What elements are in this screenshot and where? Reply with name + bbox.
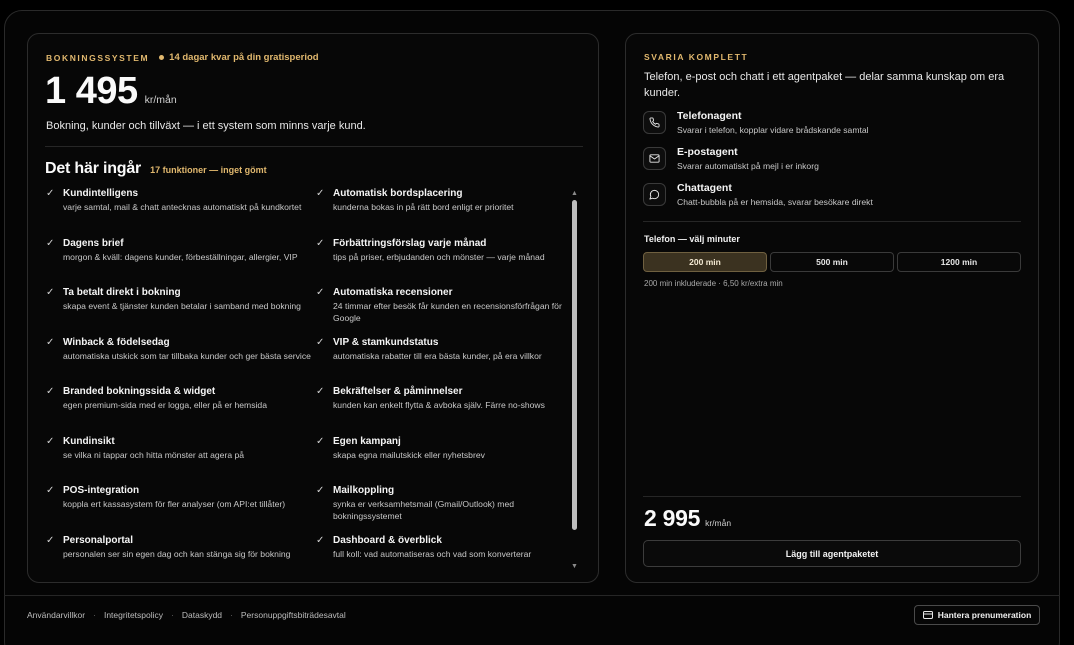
feature-description: full koll: vad automatiseras och vad som konverterar xyxy=(333,548,532,559)
agent-title: Chattagent xyxy=(677,182,732,194)
feature-text xyxy=(333,337,576,387)
trial-badge xyxy=(159,52,318,63)
feature-item xyxy=(46,436,316,486)
feature-title: Automatiska recensioner xyxy=(333,287,453,298)
agent-title: E-postagent xyxy=(677,146,738,158)
feature-item xyxy=(46,337,316,387)
footer-divider xyxy=(4,595,1060,596)
feature-description: varje samtal, mail & chatt antecknas automatiskt på kundkortet xyxy=(63,202,302,212)
feature-title: Förbättringsförslag varje månad xyxy=(333,237,487,249)
feature-description: tips på priser, erbjudanden och mönster — varje månad xyxy=(333,251,545,262)
scroll-up-icon[interactable]: ▲ xyxy=(571,190,578,197)
check-icon: ✓ xyxy=(316,485,325,496)
booking-price xyxy=(45,70,177,113)
feature-item xyxy=(316,337,576,387)
feature-title: Dashboard & överblick xyxy=(333,534,442,546)
check-icon: ✓ xyxy=(316,435,325,447)
agent-price-amount: 2 995 xyxy=(644,505,701,531)
footer-link[interactable]: Personuppgiftsbiträdesavtal xyxy=(240,610,346,620)
feature-title: Automatisk bordsplacering xyxy=(333,188,463,199)
feature-title: Mailkoppling xyxy=(333,485,395,496)
phone-minutes-label: Telefon — välj minuter xyxy=(644,234,740,244)
agent-price-unit: kr/mån xyxy=(705,518,732,528)
feature-item xyxy=(46,386,316,436)
feature-description: synka er verksamhetsmail (Gmail/Outlook) med bokningssystemet xyxy=(333,499,514,522)
feature-text xyxy=(333,535,576,585)
check-icon: ✓ xyxy=(46,485,55,496)
agent-eyebrow: SVARIA KOMPLETT xyxy=(644,52,749,62)
agent-description: Chatt-bubbla på er hemsida, svarar besökare direkt xyxy=(677,197,873,207)
feature-item xyxy=(316,287,576,337)
feature-description: skapa egna mailutskick eller nyhetsbrev xyxy=(333,449,485,460)
feature-title: Dagens brief xyxy=(63,237,124,249)
agent-package-card xyxy=(625,33,1039,583)
feature-description: automatiska utskick som tar tillbaka kunder och ger bästa service xyxy=(63,350,311,361)
add-agent-package-button[interactable]: Lägg till agentpaketet xyxy=(643,540,1021,567)
minutes-note: 200 min inkluderade · 6,50 kr/extra min xyxy=(644,279,783,288)
divider xyxy=(643,496,1021,497)
footer-links xyxy=(27,610,346,620)
feature-description: skapa event & tjänster kunden betalar i samband med bokning xyxy=(63,301,301,311)
check-icon: ✓ xyxy=(316,237,325,249)
agent-item xyxy=(643,146,873,182)
check-icon: ✓ xyxy=(316,188,325,199)
includes-count: 17 funktioner — inget gömt xyxy=(150,165,267,175)
feature-text xyxy=(333,287,576,337)
feature-title: Personalportal xyxy=(63,534,134,546)
agent-list xyxy=(643,110,873,218)
footer-link[interactable]: Integritetspolicy xyxy=(103,610,164,620)
agent-item xyxy=(643,110,873,146)
manage-subscription-button[interactable] xyxy=(914,605,1040,625)
booking-tagline: Bokning, kunder och tillväxt — i ett system som minns varje kund. xyxy=(46,120,366,132)
scroll-thumb[interactable] xyxy=(572,200,577,530)
agent-title: Telefonagent xyxy=(677,110,742,122)
feature-title: Kundinsikt xyxy=(63,435,115,447)
manage-subscription-label: Hantera prenumeration xyxy=(937,610,1032,620)
feature-item xyxy=(316,485,576,535)
feature-item xyxy=(316,535,576,585)
feature-description: automatiska rabatter till era bästa kunder, på era villkor xyxy=(333,350,542,361)
agent-total-price xyxy=(644,505,731,532)
agent-text xyxy=(677,182,873,208)
mail-icon xyxy=(643,147,666,170)
feature-text xyxy=(333,238,576,288)
feature-description: kunderna bokas in på rätt bord enligt er prioritet xyxy=(333,202,514,212)
feature-description: morgon & kväll: dagens kunder, förbeställningar, allergier, VIP xyxy=(63,251,298,262)
check-icon: ✓ xyxy=(316,287,325,298)
feature-text xyxy=(333,188,576,238)
feature-title: Winback & födelsedag xyxy=(63,336,170,348)
plan-name: BOKNINGSSYSTEM xyxy=(46,52,150,63)
footer-link[interactable]: Användarvillkor xyxy=(27,610,86,620)
feature-title: POS-integration xyxy=(63,485,140,496)
feature-scrollbar[interactable] xyxy=(571,190,578,570)
booking-eyebrow xyxy=(46,52,319,63)
trial-dot-icon xyxy=(159,55,164,60)
feature-item xyxy=(46,287,316,337)
minutes-option[interactable]: 500 min xyxy=(770,252,894,272)
feature-text xyxy=(63,337,316,387)
check-icon: ✓ xyxy=(316,336,325,348)
check-icon: ✓ xyxy=(46,287,55,298)
feature-description: kunden kan enkelt flytta & avboka själv. Färre no-shows xyxy=(333,400,545,410)
scroll-down-icon[interactable]: ▼ xyxy=(571,563,578,570)
feature-text xyxy=(63,238,316,288)
feature-title: Bekräftelser & påminnelser xyxy=(333,386,463,397)
feature-item xyxy=(316,386,576,436)
link-separator: · xyxy=(230,610,233,620)
feature-description: egen premium-sida med er logga, eller på er hemsida xyxy=(63,400,267,410)
feature-item xyxy=(316,238,576,288)
check-icon: ✓ xyxy=(46,435,55,447)
agent-text xyxy=(677,110,869,136)
feature-title: Egen kampanj xyxy=(333,435,401,447)
agent-description: Telefon, e-post och chatt i ett agentpaket — delar samma kunskap om era kunder. xyxy=(644,71,1005,99)
chat-icon xyxy=(643,183,666,206)
includes-header xyxy=(45,160,267,178)
check-icon: ✓ xyxy=(316,386,325,397)
feature-title: Kundintelligens xyxy=(63,188,138,199)
check-icon: ✓ xyxy=(46,336,55,348)
check-icon: ✓ xyxy=(46,237,55,249)
feature-item xyxy=(46,535,316,585)
agent-item xyxy=(643,182,873,218)
feature-item xyxy=(46,485,316,535)
feature-text xyxy=(63,188,316,238)
feature-title: VIP & stamkundstatus xyxy=(333,336,439,348)
booking-plan-card xyxy=(27,33,599,583)
includes-title: Det här ingår xyxy=(45,160,142,177)
feature-text xyxy=(63,287,316,337)
link-separator: · xyxy=(93,610,96,620)
feature-text xyxy=(63,535,316,585)
feature-list xyxy=(46,188,576,584)
agent-text xyxy=(677,146,819,172)
feature-text xyxy=(333,386,576,436)
feature-text xyxy=(63,436,316,486)
feature-description: personalen ser sin egen dag och kan stänga sig för bokning xyxy=(63,548,291,559)
check-icon: ✓ xyxy=(46,386,55,397)
feature-text xyxy=(63,485,316,535)
feature-item xyxy=(46,188,316,238)
minutes-selector xyxy=(643,252,1021,272)
phone-icon xyxy=(643,111,666,134)
footer-link[interactable]: Dataskydd xyxy=(181,610,223,620)
divider xyxy=(643,221,1021,222)
minutes-option[interactable]: 1200 min xyxy=(897,252,1021,272)
link-separator: · xyxy=(171,610,174,620)
check-icon: ✓ xyxy=(316,534,325,546)
feature-title: Ta betalt direkt i bokning xyxy=(63,287,181,298)
feature-item xyxy=(316,188,576,238)
feature-description: 24 timmar efter besök får kunden en recensionsförfrågan för Google xyxy=(333,301,562,324)
booking-price-unit: kr/mån xyxy=(144,94,177,106)
divider xyxy=(45,146,583,147)
booking-price-amount: 1 495 xyxy=(45,70,138,112)
check-icon: ✓ xyxy=(46,534,55,546)
minutes-option[interactable]: 200 min xyxy=(643,252,767,272)
card-icon xyxy=(923,611,933,619)
agent-description: Svarar i telefon, kopplar vidare brådskande samtal xyxy=(677,125,869,135)
feature-description: se vilka ni tappar och hitta mönster att agera på xyxy=(63,449,245,460)
feature-text xyxy=(333,485,576,535)
feature-item xyxy=(316,436,576,486)
feature-text xyxy=(63,386,316,436)
feature-description: koppla ert kassasystem för fler analyser (om API:et tillåter) xyxy=(63,499,286,509)
feature-title: Branded bokningssida & widget xyxy=(63,386,216,397)
check-icon: ✓ xyxy=(46,188,55,199)
feature-item xyxy=(46,238,316,288)
feature-text xyxy=(333,436,576,486)
trial-text: 14 dagar kvar på din gratisperiod xyxy=(169,52,319,63)
agent-description: Svarar automatiskt på mejl i er inkorg xyxy=(677,161,819,171)
